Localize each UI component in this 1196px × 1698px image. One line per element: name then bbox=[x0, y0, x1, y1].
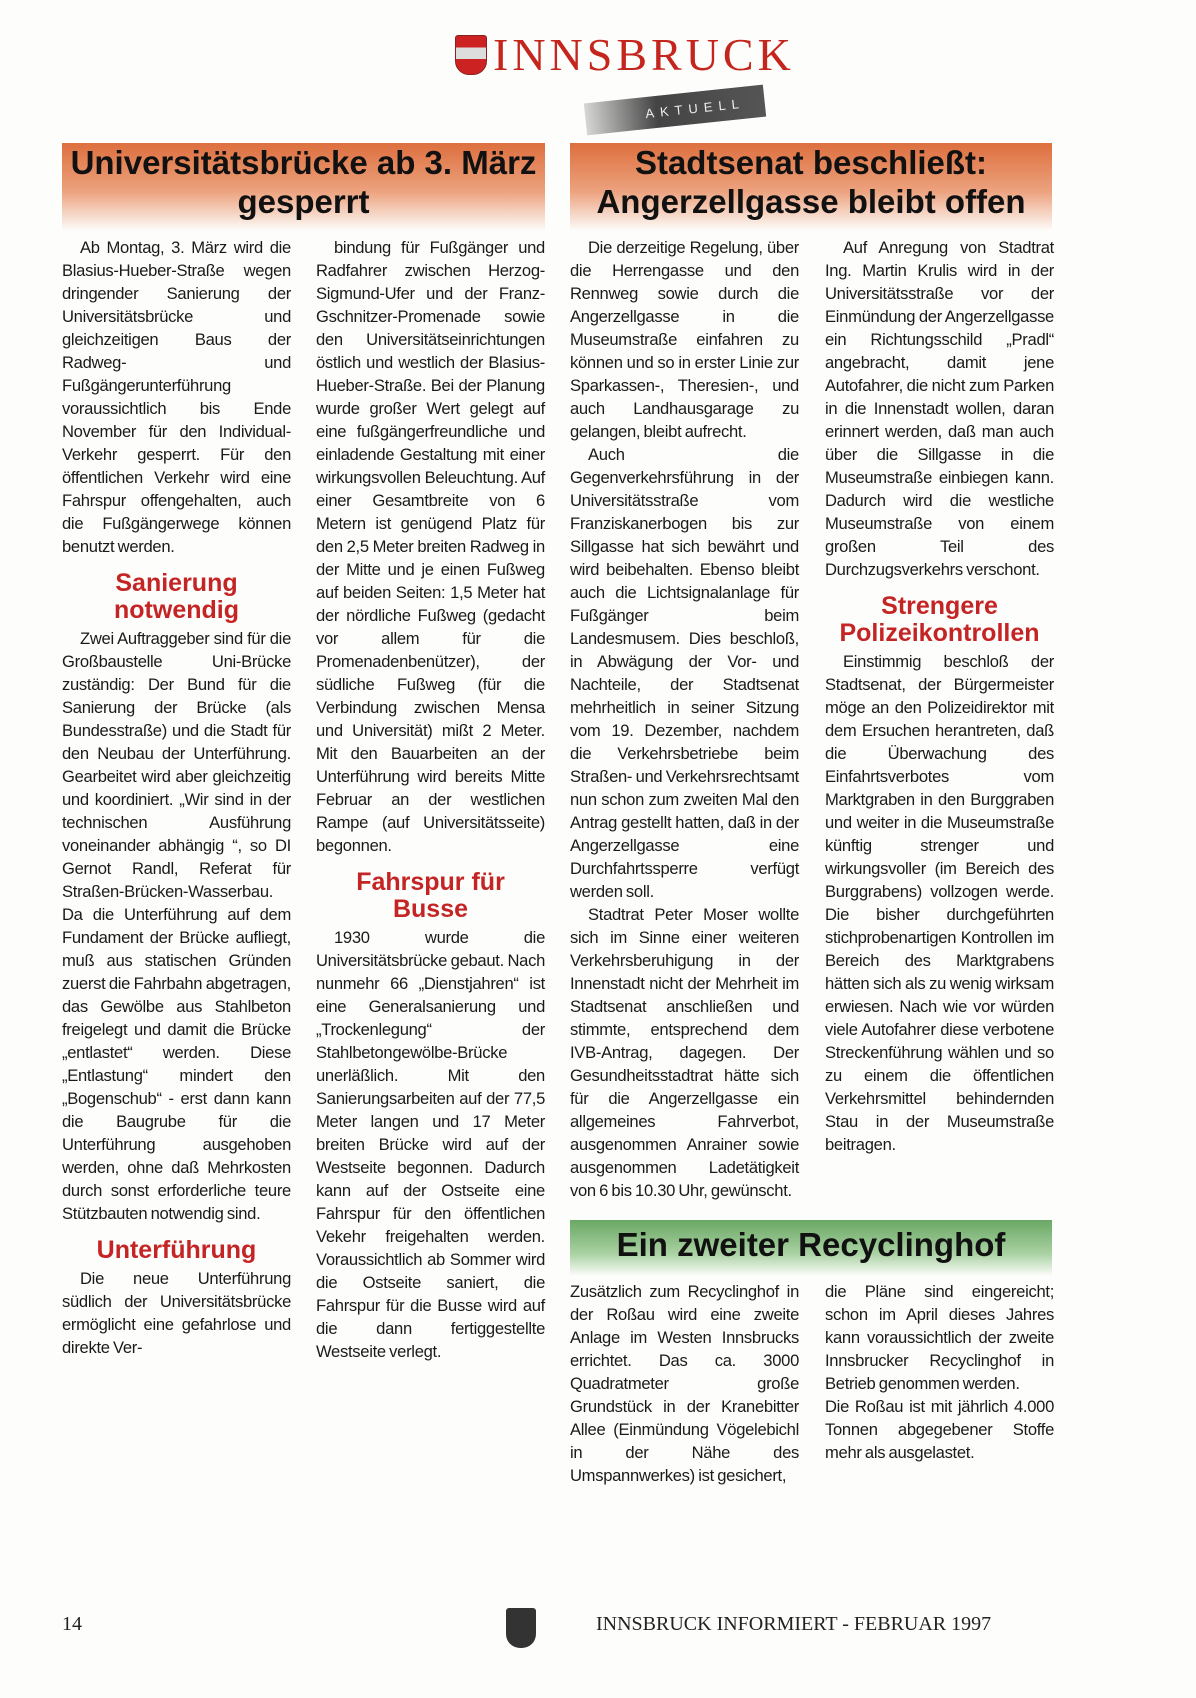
subheading: Unterführung bbox=[96, 1236, 257, 1264]
article-title-universitaetsbruecke: Universitätsbrücke ab 3. März gesperrt bbox=[62, 143, 545, 231]
article1-column2 bbox=[316, 236, 545, 1363]
paragraph: Auch die Gegenverkehrsführung in der Universitätsstraße vom Franziskanerbogen bis zur Sillgasse hat sich bewährt und wird beibehalten. Ebenso bleibt auch die Lichtsignalanlage für Fußgänger beim Landesmusem. Dies beschloß, in Abwägung der Vor- und Nachteile, der Stadtsenat mehrheitlich in seiner Sitzung vom 19. Dezember, nachdem die Verkehrsbetriebe beim Straßen- und Verkehrsrechtsamt nun schon zum zweiten Mal den Antrag gestellt hatten, daß in der Angerzellgasse eine Durchfahrtssperre verfügt werden soll. bbox=[570, 445, 799, 901]
subheading: Fahrspur für Busse bbox=[356, 868, 505, 923]
article2-column2 bbox=[825, 236, 1054, 1156]
subheading: Strengere Polizeikontrollen bbox=[839, 592, 1040, 647]
paragraph: Einstimmig beschloß der Stadtsenat, der Bürgermeister möge an den Polizeidirektor mit dem Ersuchen herantreten, daß die Überwachung des Einfahrtsverbotes vom Marktgraben in den Burggraben und weiter in die Museumstraße künftig strenger und wirkungsvoller (im Bereich des Burggrabens) vollzogen werde. Die bisher durchgeführten stichprobenartigen Kontrollen im Bereich des Marktgrabens hätten sich als zu wenig wirksam erwiesen. Nach wie vor würden viele Autofahrer diese verbotene Streckenführung wählen und so zu einem die öffentlichen Verkehrsmittel behindernden Stau in der Museumstraße beitragen. bbox=[825, 652, 1054, 1154]
article2-column1 bbox=[570, 236, 799, 1202]
masthead-logo bbox=[455, 30, 795, 80]
paragraph: Die Roßau ist mit jährlich 4.000 Tonnen abgegebener Stoffe mehr als ausgelastet. bbox=[825, 1397, 1054, 1462]
paragraph: Ab Montag, 3. März wird die Blasius-Hueber-Straße wegen dringender Sanierung der Universitätsbrücke und gleichzeitigen Baus der Radweg- und Fußgängerunterführung voraussichtlich bis Ende November für den Individual-Verkehr gesperrt. Für den öffentlichen Verkehr wird eine Fahrspur offengehalten, auch die Fußgängerwege können benutzt werden. bbox=[62, 238, 291, 556]
article-title-recyclinghof: Ein zweiter Recyclinghof bbox=[570, 1220, 1052, 1276]
paragraph: Auf Anregung von Stadtrat Ing. Martin Krulis wird in der Universitätsstraße vor der Einmündung der Angerzellgasse ein Richtungsschild „Pradl“ angebracht, damit jene Autofahrer, die nicht zum Parken in die Innenstadt wollen, daran erinnert werden, daß man auch über die Sillgasse in die Museumstraße einbiegen kann. Dadurch wird die westliche Museumstraße von einem großen Teil des Durchzugsverkehrs verschont. bbox=[825, 238, 1054, 579]
paragraph: Die neue Unterführung südlich der Universitätsbrücke ermöglicht eine gefahrlose und direkte Ver- bbox=[62, 1269, 291, 1357]
paragraph: Zwei Auftraggeber sind für die Großbaustelle Uni-Brücke zuständig: Der Bund für die Sanierung der Brücke (als Bundesstraße) und die Stadt für den Neubau der Unterführung. Gearbeitet wird aber gleichzeitig und koordiniert. „Wir sind in der technischen Ausführung voneinander abhängig “, so DI Gernot Randl, Referat für Straßen-Brücken-Wasserbau. Da die Unterführung auf dem Fundament der Brücke aufliegt, muß aus statischen Gründen zuerst die Fahrbahn abgetragen, das Gewölbe aus Stahlbeton freigelegt und damit die Brücke „entlastet“ werden. Diese „Entlastung“ mindert den „Bogenschub“ - erst dann kann die Baugrube für die Unterführung ausgehoben werden, ohne daß Mehrkosten durch sonst erforderliche teure Stützbauten notwendig sind. bbox=[62, 629, 291, 1223]
paragraph: die Pläne sind eingereicht; schon im April dieses Jahres kann voraussichtlich der zweite Innsbrucker Recyclinghof in Betrieb genommen werden. bbox=[825, 1282, 1054, 1393]
footer-crest-icon bbox=[506, 1608, 536, 1648]
paragraph: Zusätzlich zum Recyclinghof in der Roßau wird eine zweite Anlage im Westen Innsbrucks errichtet. Das ca. 3000 Quadratmeter große Grundstück in der Kranebitter Allee (Einmündung Vögelebichl in der Nähe des Umspannwerkes) ist gesichert, bbox=[570, 1282, 799, 1485]
paragraph: 1930 wurde die Universitätsbrücke gebaut. Nach nunmehr 66 „Dienstjahren“ ist eine Generalsanierung und „Trockenlegung“ der Stahlbetongewölbe-Brücke unerläßlich. Mit den Sanierungsarbeiten auf der 77,5 Meter langen und 17 Meter breiten Brücke wird auf der Westseite begonnen. Dadurch kann auf der Ostseite eine Fahrspur für den öffentlichen Vekehr freigehalten werden. Voraussichtlich ab Sommer wird die Ostseite saniert, die Fahrspur für die Busse wird auf die dann fertiggestellte Westseite verlegt. bbox=[316, 928, 545, 1361]
page-number: 14 bbox=[62, 1613, 82, 1635]
article3-column2 bbox=[825, 1280, 1054, 1464]
paragraph: Stadtrat Peter Moser wollte sich im Sinne einer weiteren Verkehrsberuhigung in der Innenstadt nicht der Mehrheit im Stadtsenat anschließen und stimmte, entsprechend dem IVB-Antrag, dagegen. Der Gesundheitsstadtrat hätte sich für die Angerzellgasse ein allgemeines Fahrverbot, ausgenommen Anrainer sowie ausgenommen Ladetätigkeit von 6 bis 10.30 Uhr, gewünscht. bbox=[570, 905, 799, 1200]
subheading: Sanierung notwendig bbox=[114, 569, 239, 624]
innsbruck-crest-icon bbox=[455, 35, 487, 75]
paragraph: bindung für Fußgänger und Radfahrer zwischen Herzog-Sigmund-Ufer und der Franz-Gschnitzer-Promenade sowie den Universitätseinrichtungen östlich und westlich der Blasius-Hueber-Straße. Bei der Planung wurde großer Wert gelegt auf eine fußgängerfreundliche und einladende Gestaltung mit einer wirkungsvollen Beleuchtung. Auf einer Gesamtbreite von 6 Metern ist genügend Platz für den 2,5 Meter breiten Radweg in der Mitte und je einen Fußweg auf beiden Seiten: 1,5 Meter hat der nördliche Fußweg (gedacht vor allem für die Promenadenbenützer), der südliche Fußweg (für die Verbindung zwischen Mensa und Universität) mißt 2 Meter. Mit den Bauarbeiten an der Unterführung wird bereits Mitte Februar an der westlichen Rampe (auf Universitätsseite) begonnen. bbox=[316, 238, 545, 855]
masthead-subtitle: AKTUELL bbox=[584, 85, 766, 136]
article-title-stadtsenat: Stadtsenat beschließt: Angerzellgasse bleibt offen bbox=[570, 143, 1052, 231]
article3-column1 bbox=[570, 1280, 799, 1487]
article1-column1 bbox=[62, 236, 291, 1359]
masthead-title: INNSBRUCK bbox=[493, 29, 795, 80]
paragraph: Die derzeitige Regelung, über die Herrengasse und den Rennweg sowie durch die Angerzellgasse in die Museumstraße einfahren zu können und so in erster Linie zur Sparkassen-, Theresien-, und auch Landhausgarage zu gelangen, bleibt aufrecht. bbox=[570, 238, 799, 441]
publication-footer: INNSBRUCK INFORMIERT - FEBRUAR 1997 bbox=[596, 1613, 992, 1635]
